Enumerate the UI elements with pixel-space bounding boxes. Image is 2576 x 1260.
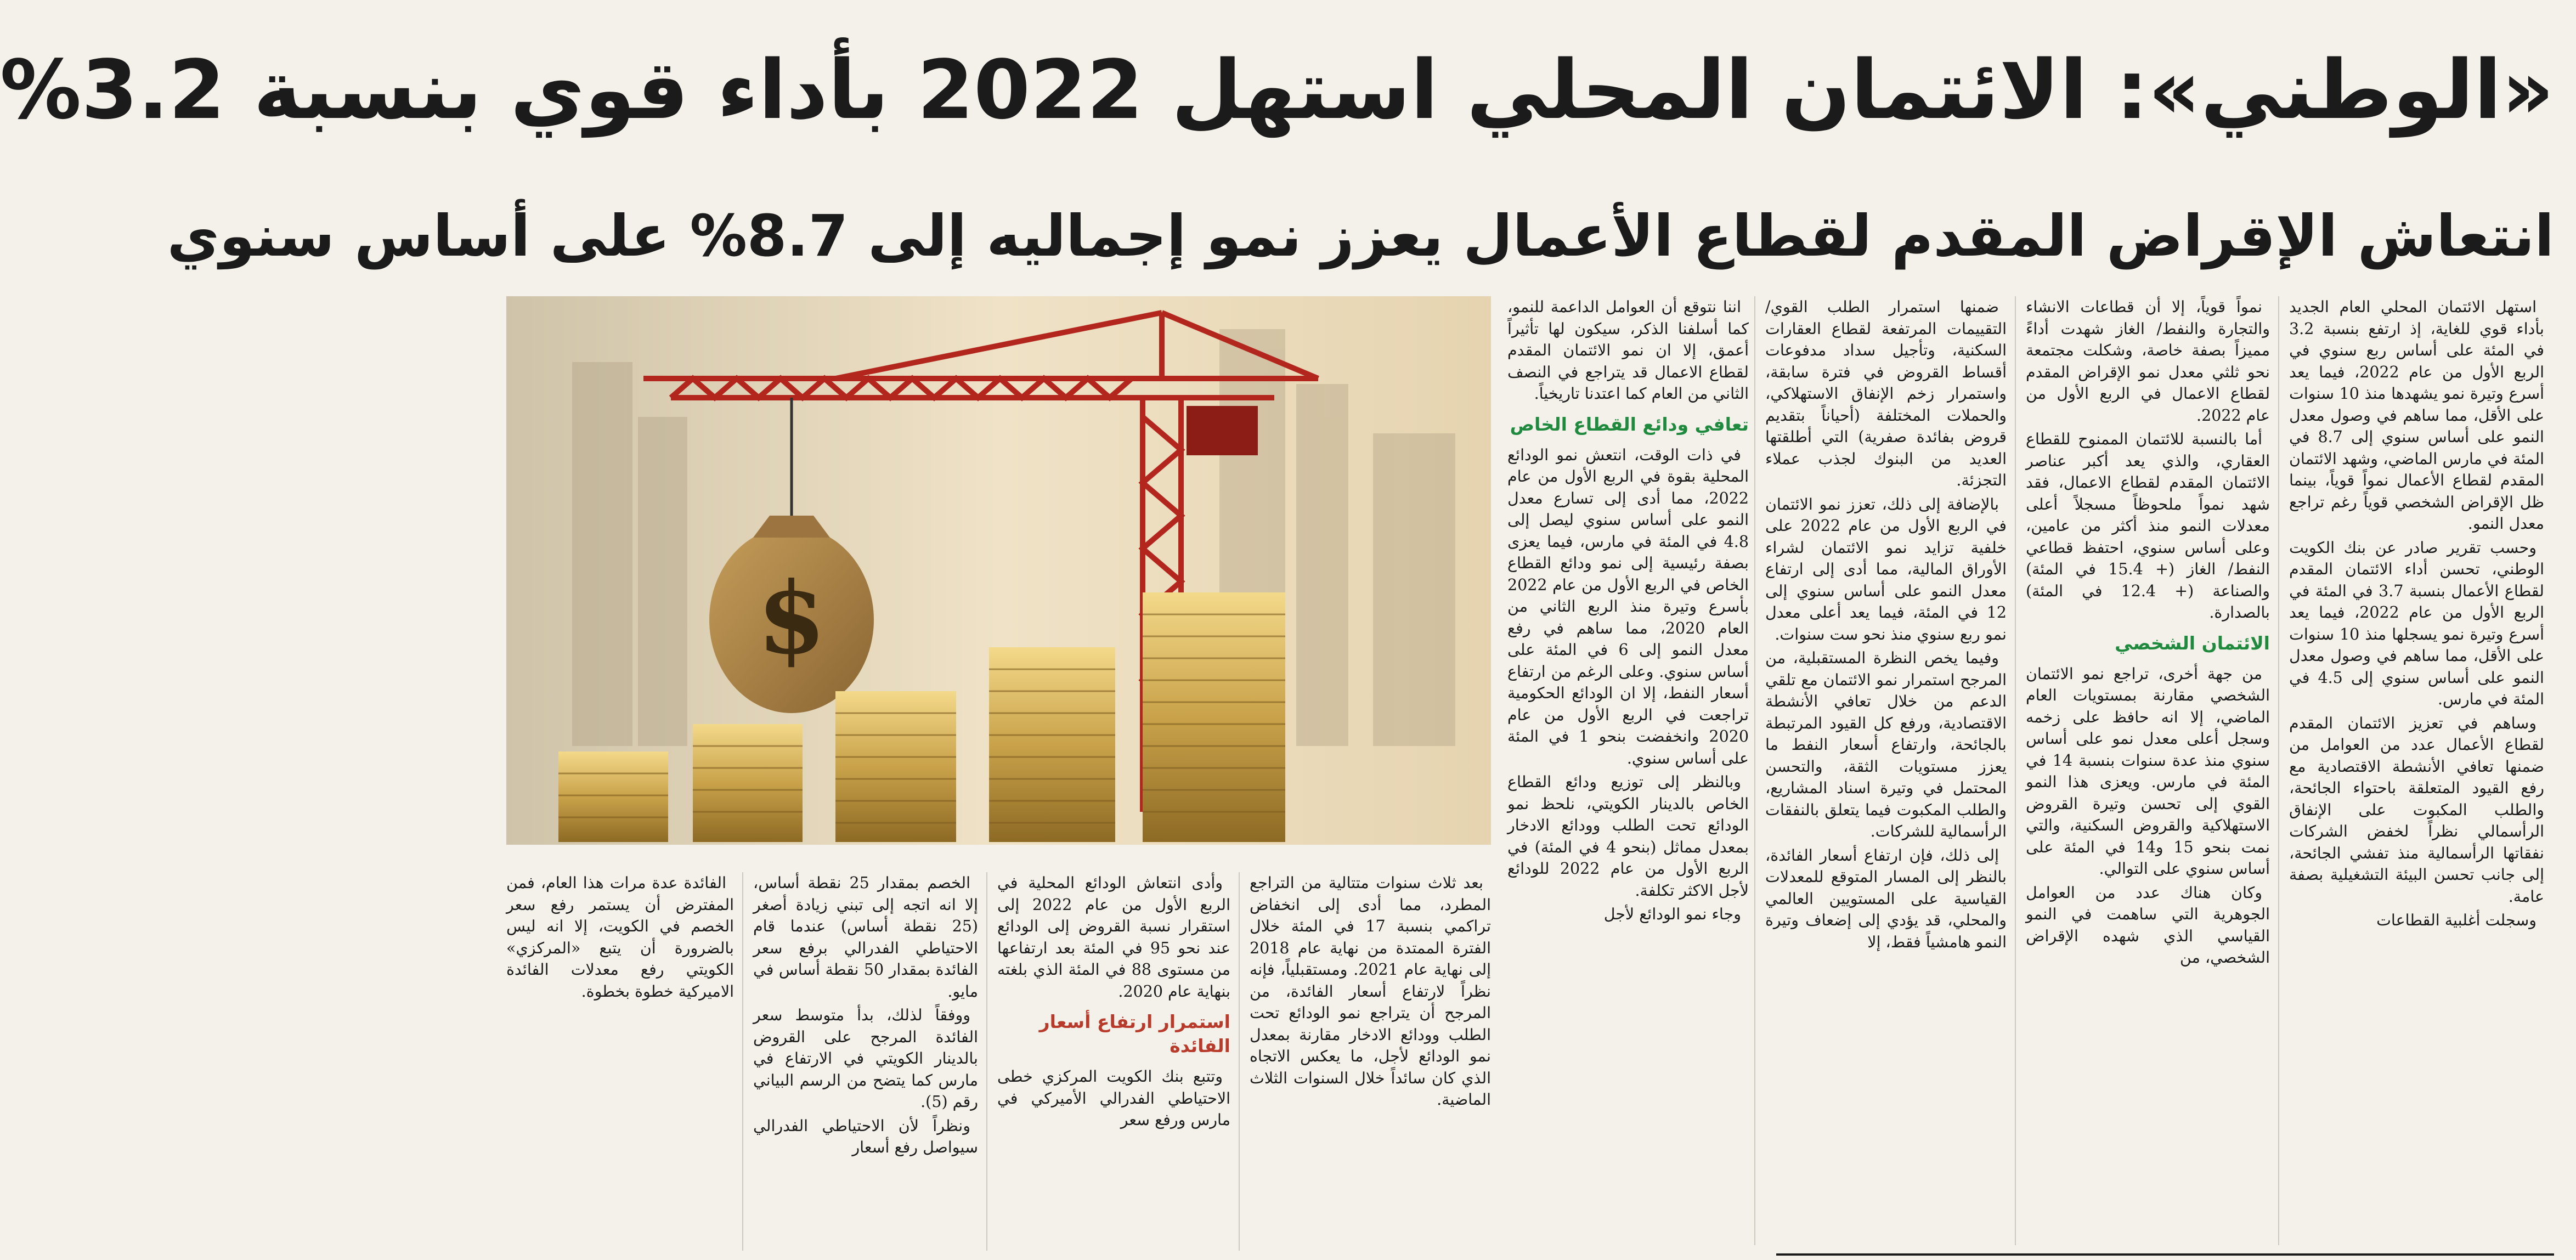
paragraph: نمواً قوياً، إلا أن قطاعات الانشاء والتجارة والنفط/ الغاز شهدت أداءً مميزاً بصفة خاصة، وشكلت مجتمعة نحو ثلثي معدل نمو الإقراض المقدم لقطاع الاعمال في الربع الأول من عام 2022. bbox=[2026, 298, 2270, 425]
paragraph: وكان هناك عدد من العوامل الجوهرية التي ساهمت في النمو القياسي الذي شهده الإقراض الشخصي، من bbox=[2026, 883, 2270, 967]
paragraph: وأدى انتعاش الودائع المحلية في الربع الأول من عام 2022 إلى استقرار نسبة القروض إلى الودائع عند نحو 95 في المئة بعد ارتفاعها من مستوى 88 في المئة الذي بلغته بنهاية عام 2020. bbox=[997, 874, 1230, 1001]
section-heading-personal-credit: الائتمان الشخصي bbox=[2115, 632, 2270, 654]
paragraph: من جهة أخرى، تراجع نمو الائتمان الشخصي مقارنة بمستويات العام الماضي، إلا انه حافظ على زخمه وسجل أعلى معدل نمو على أساس سنوي منذ عدة سنوات بنسبة 14 في المئة في مارس. ويعزى هذا النمو القوي إلى تحسن وتيرة القروض الاستهلاكية والقروض السكنية، والتي نمت بنحو 15 و14 في المئة على أساس سنوي على التوالي. bbox=[2026, 664, 2270, 878]
paragraph: الفائدة عدة مرات هذا العام، فمن المفترض أن يستمر رفع سعر الخصم في الكويت، إلا انه ليس بالضرورة أن يتبع «المركزي» الكويتي رفع معدلات الفائدة الاميركية خطوة بخطوة. bbox=[506, 874, 734, 1001]
paragraph: وسجلت أغلبية القطاعات bbox=[2376, 911, 2537, 929]
crane-coins-illustration bbox=[506, 296, 1491, 845]
paragraph: اننا نتوقع أن العوامل الداعمة للنمو، كما أسلفنا الذكر، سيكون لها تأثيراً أعمق، إلا ان نمو الائتمان المقدم لقطاع الاعمال قد يتراجع في النصف الثاني من العام كما اعتدنا تاريخياً. bbox=[1507, 298, 1749, 403]
crane-cab bbox=[1187, 406, 1258, 455]
paragraph: وفيما يخص النظرة المستقبلية، من المرجح استمرار نمو الائتمان مع تلقي الدعم من خلال تعافي الأنشطة الاقتصادية، ورفع كل القيود المرتبطة بالجائحة، وارتفاع أسعار النفط ما يعزز مستويات الثقة، والتحسن المحتمل في وتيرة اسناد المشاريع، والطلب المكبوت فيما يتعلق بالنفقات الرأسمالية للشركات. bbox=[1765, 649, 2007, 840]
paragraph: ووفقاً لذلك، بدأ متوسط سعر الفائدة المرجح على القروض بالدينار الكويتي في الارتفاع في مارس كما يتضح من الرسم البياني رقم (5). bbox=[753, 1006, 978, 1111]
paragraph: وبالنظر إلى توزيع ودائع القطاع الخاص بالدينار الكويتي، نلحظ نمو الودائع تحت الطلب وودائع الادخار بمعدل مماثل (بنحو 4 في المئة) في الربع الأول من عام 2022 للودائع لأجل الاكثر تكلفة. bbox=[1507, 773, 1749, 900]
column-divider bbox=[2015, 296, 2016, 1245]
paragraph: بعد ثلاث سنوات متتالية من التراجع المطرد، مما أدى إلى انخفاض تراكمي بنسبة 17 في المئة خلال الفترة الممتدة من نهاية عام 2018 إلى نهاية عام 2021. ومستقبلياً، فإنه نظراً لارتفاع أسعار الفائدة، من المرجح أن يتراجع نمو الودائع تحت الطلب وودائع الادخار مقارنة بمعدل نمو الودائع لأجل، ما يعكس الاتجاه الذي كان سائداً خلال السنوات الثلاث الماضية. bbox=[1250, 874, 1491, 1109]
subheadline: انتعاش الإقراض المقدم لقطاع الأعمال يعزز نمو إجماليه إلى 8.7% على أساس سنوي bbox=[167, 202, 2554, 269]
bottom-column-2 bbox=[997, 872, 1230, 1251]
column-divider bbox=[1239, 872, 1240, 1251]
article-photo bbox=[506, 296, 1491, 845]
column-divider bbox=[986, 872, 987, 1251]
paragraph: في ذات الوقت، انتعش نمو الودائع المحلية بقوة في الربع الأول من عام 2022، مما أدى إلى تسارع معدل النمو على أساس سنوي ليصل إلى 4.8 في المئة في مارس، فيما يعزى بصفة رئيسية إلى نمو ودائع القطاع الخاص في الربع الأول من عام 2022 بأسرع وتيرة منذ الربع الثاني من العام 2020، مما ساهم في رفع معدل النمو إلى 6 في المئة على أساس سنوي. وعلى الرغم من ارتفاع أسعار النفط، إلا ان الودائع الحكومية تراجعت في الربع الأول من عام 2020 وانخفضت بنحو 1 في المئة على أساس سنوي. bbox=[1507, 445, 1749, 767]
paragraph: ونظراً لأن الاحتياطي الفدرالي سيواصل رفع أسعار bbox=[753, 1116, 978, 1156]
paragraph: وتتبع بنك الكويت المركزي خطى الاحتياطي الفدرالي الأميركي في مارس ورفع سعر bbox=[997, 1067, 1230, 1129]
paragraph: استهل الائتمان المحلي العام الجديد بأداء قوي للغاية، إذ ارتفع بنسبة 3.2 في المئة على أساس ربع سنوي في الربع الأول من عام 2022، فيما يعد أسرع وتيرة نمو يشهدها منذ 10 سنوات على الأقل، مما ساهم في وصول معدل النمو على أساس سنوي إلى 8.7 في المئة في مارس الماضي، وشهد الائتمان المقدم لقطاع الأعمال نمواً قوياً، بينما ظل الإقراض الشخصي قوياً رغم تراجع معدل النمو. bbox=[2289, 298, 2544, 533]
paragraph: وساهم في تعزيز الائتمان المقدم لقطاع الأعمال عدد من العوامل من ضمنها تعافي الأنشطة الاقتصادية مع رفع القيود المتعلقة باحتواء الجائحة، والطلب المكبوت على الإنفاق الرأسمالي نظراً لخفض الشركات نفقاتها الرأسمالية منذ تفشي الجائحة، إلى جانب تحسن البيئة التشغيلية بصفة عامة. bbox=[2289, 714, 2544, 906]
section-heading-private-deposits: تعافي ودائع القطاع الخاص bbox=[1510, 413, 1749, 435]
column-divider bbox=[1754, 296, 1755, 1245]
paragraph: بالإضافة إلى ذلك، تعزز نمو الائتمان في الربع الأول من عام 2022 على خلفية تزايد نمو الائتمان لشراء الأوراق المالية، مما أدى إلى ارتفاع معدل النمو على أساس سنوي إلى 12 في المئة، فيما يعد أعلى معدل نمو ربع سنوي منذ نحو ست سنوات. bbox=[1765, 495, 2007, 643]
paragraph: أما بالنسبة للائتمان الممنوح للقطاع العقاري، والذي يعد أكبر عناصر الائتمان المقدم لقطاع الاعمال، فقد شهد نمواً ملحوظاً مسجلاً أعلى معدلات النمو منذ أكثر من عامين، وعلى أساس سنوي، احتفظ قطاعي النفط/ الغاز (+ 15.4 في المئة) والصناعة (+ 12.4 في المئة) بالصدارة. bbox=[2026, 430, 2270, 621]
paragraph: وجاء نمو الودائع لأجل bbox=[1603, 905, 1741, 923]
bottom-column-4 bbox=[506, 872, 734, 1251]
headline: «الوطني»: الائتمان المحلي استهل 2022 بأداء قوي بنسبة 3.2% bbox=[0, 43, 2554, 137]
section-heading-interest-rates: استمرار ارتفاع أسعار الفائدة bbox=[1039, 1011, 1230, 1056]
paragraph: الخصم بمقدار 25 نقطة أساس، إلا انه اتجه إلى تبني زيادة أصغر (25 نقطة أساس) عندما قام الاحتياطي الفدرالي برفع سعر الفائدة بمقدار 50 نقطة أساس في مايو. bbox=[753, 874, 978, 1001]
svg-text:$: $ bbox=[757, 561, 826, 676]
column-2 bbox=[2026, 296, 2270, 1245]
column-4 bbox=[1507, 296, 1749, 1245]
paragraph: وحسب تقرير صادر عن بنك الكويت الوطني، تحسن أداء الائتمان المقدم لقطاع الأعمال بنسبة 3.7 في المئة في الربع الأول من عام 2022، فيما يعد أسرع وتيرة نمو يسجلها منذ 10 سنوات على الأقل، مما ساهم في وصول معدل النمو على أساس سنوي إلى 4.5 في المئة في مارس. bbox=[2289, 538, 2544, 708]
page-rule bbox=[1776, 1253, 2554, 1256]
column-3 bbox=[1765, 296, 2007, 1245]
column-1 bbox=[2289, 296, 2544, 1245]
paragraph: ضمنها استمرار الطلب القوي/ التقييمات المرتفعة لقطاع العقارات السكنية، وتأجيل سداد مدفوعات أقساط القروض في فترة سابقة، واستمرار زخم الإنفاق الاستهلاكي، والحملات المختلفة (أحياناً بتقديم قروض بفائدة صفرية) التي أطلقتها العديد من البنوك لجذب عملاء التجزئة. bbox=[1765, 298, 2007, 489]
bottom-column-1 bbox=[1250, 872, 1491, 1251]
column-divider bbox=[742, 872, 743, 1251]
bottom-column-3 bbox=[753, 872, 978, 1251]
column-divider bbox=[2278, 296, 2279, 1245]
paragraph: إلى ذلك، فإن ارتفاع أسعار الفائدة، بالنظر إلى المسار المتوقع للمعدلات القياسية على المستويين العالمي والمحلي، قد يؤدي إلى إضعاف وتيرة النمو هامشياً فقط، إلا bbox=[1765, 846, 2007, 951]
